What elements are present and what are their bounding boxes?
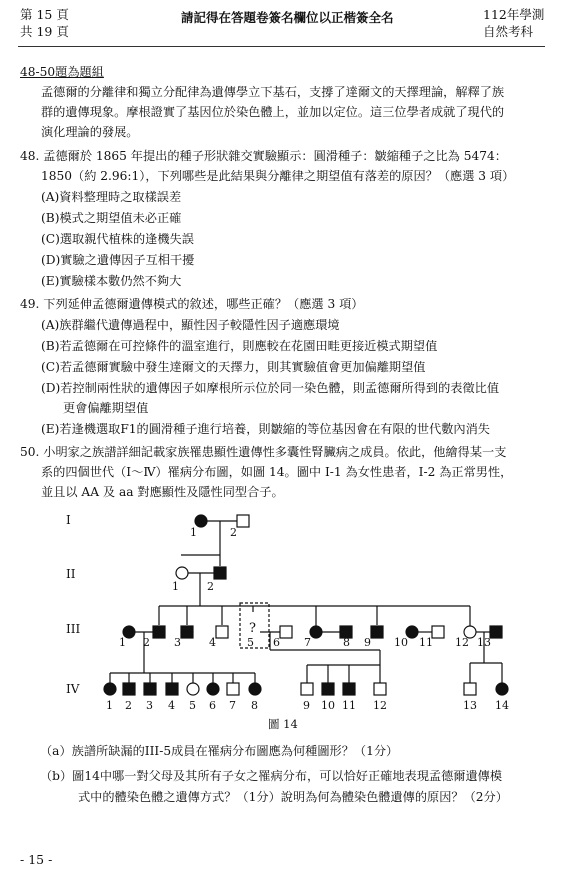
- generation-label-ii: II: [66, 567, 76, 581]
- pedigree-chart: [0, 500, 563, 740]
- generation-label-i: I: [66, 513, 71, 527]
- pedigree-iv-6: [207, 683, 219, 695]
- pedigree-iii-7: [310, 626, 322, 638]
- q49-option-d-cont: 更會偏離期望值: [63, 401, 149, 415]
- label-iv-10: 10: [321, 699, 335, 712]
- pedigree-iv-7: [227, 683, 239, 695]
- pedigree-iv-4: [166, 683, 178, 695]
- pedigree-lines: [110, 521, 502, 683]
- label-iii-3: 3: [174, 636, 181, 649]
- pedigree-iv-12: [374, 683, 386, 695]
- label-iv-3: 3: [146, 699, 153, 712]
- label-iv-14: 14: [495, 699, 509, 712]
- subject-name: 自然考科: [483, 24, 534, 39]
- q48-stem-line-2: 1850（約 2.96:1），下列哪些是此結果與分離律之期望值有落差的原因？（應選 3 項）: [41, 169, 515, 183]
- generation-label-iii: III: [66, 622, 81, 636]
- generation-label-iv: IV: [66, 682, 80, 696]
- pedigree-iii-4: [216, 626, 228, 638]
- q48-option-b: (B)模式之期望值未必正確: [41, 211, 182, 225]
- label-iv-7: 7: [229, 699, 236, 712]
- q50-subquestion-b-line-1: （b）圖14中哪一對父母及其所有子女之罹病分布，可以恰好正確地表現孟德爾遺傳模: [40, 769, 503, 783]
- group-title: 48-50題為題組: [20, 65, 104, 79]
- label-iv-11: 11: [342, 699, 356, 712]
- pedigree-iv-1: [104, 683, 116, 695]
- q49-option-b: (B)若孟德爾在可控條件的溫室進行，則應較在花園田畦更接近模式期望值: [41, 339, 438, 353]
- label-iii-10: 10: [394, 636, 408, 649]
- q49-option-d: (D)若控制兩性狀的遺傳因子如摩根所示位於同一染色體，則孟德爾所得到的表徵比值: [41, 381, 500, 395]
- label-ii-2: 2: [207, 580, 214, 593]
- exam-year: 112年學測: [483, 7, 545, 22]
- q48-option-e: (E)實驗樣本數仍然不夠大: [41, 274, 182, 288]
- q48-stem-line-1: 48. 孟德爾於 1865 年提出的種子形狀雜交實驗顯示：圓滑種子：皺縮種子之比為 5474：: [20, 149, 507, 163]
- label-iv-6: 6: [209, 699, 216, 712]
- q48-option-c: (C)選取親代植株的逢機失誤: [41, 232, 194, 246]
- label-iii-5: 5: [247, 636, 254, 649]
- page-number-header: 第 15 頁: [20, 7, 69, 22]
- label-iv-4: 4: [168, 699, 175, 712]
- label-iv-8: 8: [251, 699, 258, 712]
- label-iii-7: 7: [304, 636, 311, 649]
- pedigree-iii-11: [432, 626, 444, 638]
- pedigree-iv-10: [322, 683, 334, 695]
- q49-option-c: (C)若孟德爾實驗中發生達爾文的天擇力，則其實驗值會更加偏離期望值: [41, 360, 426, 374]
- pedigree-iv-13: [464, 683, 476, 695]
- q49-option-a: (A)族群繼代遺傳過程中，顯性因子較隱性因子適應環境: [41, 318, 340, 332]
- label-iv-5: 5: [189, 699, 196, 712]
- label-i-2: 2: [230, 526, 237, 539]
- total-pages: 共 19 頁: [20, 24, 69, 39]
- signature-notice: 請記得在答題卷簽名欄位以正楷簽全名: [181, 10, 394, 25]
- group-intro-line-2: 群的遺傳現象。摩根證實了基因位於染色體上，並加以定位。這三位學者成就了現代的: [41, 105, 505, 119]
- pedigree-iii-9: [371, 626, 383, 638]
- pedigree-i-2-normal-male: [237, 515, 249, 527]
- q48-option-d: (D)實驗之遺傳因子互相干擾: [41, 253, 195, 267]
- label-iii-2: 2: [143, 636, 150, 649]
- label-iii-13: 13: [477, 636, 491, 649]
- pedigree-iii-2: [153, 626, 165, 638]
- group-intro-line-1: 孟德爾的分離律和獨立分配律為遺傳學立下基石，支撐了達爾文的天擇理論，解釋了族: [41, 85, 505, 99]
- label-iii-9: 9: [364, 636, 371, 649]
- footer-page-number: - 15 -: [20, 852, 53, 867]
- label-iii-6: 6: [273, 636, 280, 649]
- pedigree-iii-13: [490, 626, 502, 638]
- q49-stem: 49. 下列延伸孟德爾遺傳模式的敘述，哪些正確？（應選 3 項）: [20, 297, 364, 311]
- label-iv-2: 2: [125, 699, 132, 712]
- pedigree-iii-6: [280, 626, 292, 638]
- pedigree-iv-2: [123, 683, 135, 695]
- q50-stem-line-2: 系的四個世代（I～Ⅳ）罹病分布圖，如圖 14。圖中 I-1 為女性患者，I-2 為正常男性，: [41, 465, 513, 479]
- missing-member-mark: ?: [249, 621, 256, 636]
- label-iii-12: 12: [455, 636, 469, 649]
- label-iv-13: 13: [463, 699, 477, 712]
- pedigree-iv-5: [187, 683, 199, 695]
- q48-option-a: (A)資料整理時之取樣誤差: [41, 190, 182, 204]
- pedigree-iv-14: [496, 683, 508, 695]
- pedigree-iv-8: [249, 683, 261, 695]
- figure-caption: 圖 14: [268, 717, 298, 731]
- q50-subquestion-b-line-2: 式中的體染色體之遺傳方式？（1分）說明為何為體染色體遺傳的原因？（2分）: [78, 790, 508, 804]
- group-intro-line-3: 演化理論的發展。: [41, 125, 139, 139]
- pedigree-ii-1-normal-female: [176, 567, 188, 579]
- label-iii-4: 4: [209, 636, 216, 649]
- label-iii-1: 1: [119, 636, 126, 649]
- label-i-1: 1: [190, 526, 197, 539]
- label-ii-1: 1: [172, 580, 179, 593]
- pedigree-iv-9: [301, 683, 313, 695]
- pedigree-iii-3: [181, 626, 193, 638]
- header-divider: [18, 46, 545, 47]
- pedigree-iv-11: [343, 683, 355, 695]
- label-iv-9: 9: [303, 699, 310, 712]
- label-iii-11: 11: [419, 636, 433, 649]
- q49-option-e: (E)若逢機選取F1的圓滑種子進行培養，則皺縮的等位基因會在有限的世代數內消失: [41, 422, 490, 436]
- q50-subquestion-a: （a）族譜所缺漏的III-5成員在罹病分布圖應為何種圖形？（1分）: [40, 744, 399, 758]
- pedigree-ii-2-affected-male: [214, 567, 226, 579]
- pedigree-iv-3: [144, 683, 156, 695]
- label-iv-12: 12: [373, 699, 387, 712]
- label-iii-8: 8: [343, 636, 350, 649]
- label-iv-1: 1: [106, 699, 113, 712]
- q50-stem-line-1: 50. 小明家之族譜詳細記載家族罹患顯性遺傳性多囊性腎臟病之成員。依此，他繪得某一支: [20, 445, 507, 459]
- q50-stem-line-3: 並且以 AA 及 aa 對應顯性及隱性同型合子。: [41, 485, 284, 499]
